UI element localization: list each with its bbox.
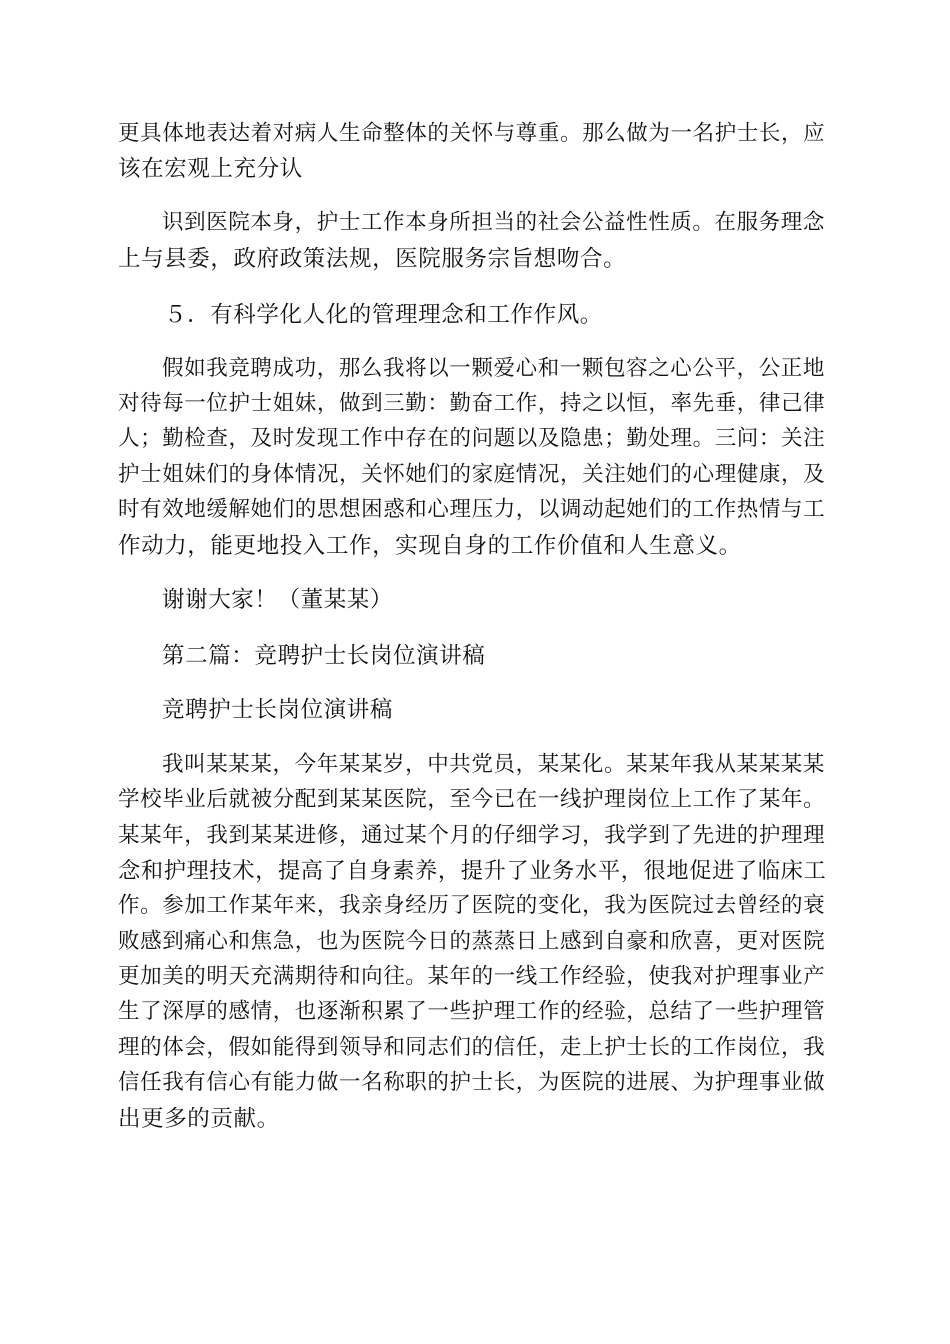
paragraph-line: 作。参加工作某年来，我亲身经历了医院的变化，我为医院过去曾经的衰: [118, 893, 826, 918]
paragraph-first-line: 谢谢大家！（董某某）: [162, 587, 394, 613]
paragraph-line: 上与县委，政府政策法规，医院服务宗旨想吻合。: [118, 246, 627, 272]
paragraph-first-line: 识到医院本身，护士工作本身所担当的社会公益性性质。在服务理念: [162, 210, 826, 235]
paragraph-line: 对待每一位护士姐妹，做到三勤：勤奋工作，持之以恒，率先垂，律己律: [118, 391, 826, 416]
paragraph-line: 念和护理技术，提高了自身素养，提升了业务水平，很地促进了临床工: [118, 858, 827, 884]
paragraph-first-line: 我叫某某某，今年某某岁，中共党员，某某化。某某年我从某某某某: [162, 752, 826, 777]
paragraph-line: 信任我有信心有能力做一名称职的护士长，为医院的进展、为护理事业做: [118, 1070, 826, 1095]
paragraph-first-line: 竞聘护士长岗位演讲稿: [162, 697, 394, 723]
paragraph-line: 理的体会，假如能得到领导和同志们的信任，走上护士长的工作岗位，我: [118, 1035, 826, 1060]
paragraph-first-line: ５．有科学化人化的管理理念和工作作风。: [164, 302, 603, 328]
paragraph-line: 生了深厚的感情，也逐渐积累了一些护理工作的经验，总结了一些护理管: [118, 999, 826, 1024]
paragraph-line: 作动力，能更地投入工作，实现自身的工作价值和人生意义。: [118, 533, 742, 559]
paragraph-first-line: 更具体地表达着对病人生命整体的关怀与尊重。那么做为一名护士长，应: [118, 121, 826, 146]
paragraph-line: 护士姐妹们的身体情况，关怀她们的家庭情况，关注她们的心理健康，及: [118, 462, 826, 487]
paragraph-first-line: 第二篇：竞聘护士长岗位演讲稿: [162, 643, 486, 669]
paragraph-line: 人；勤检查，及时发现工作中存在的问题以及隐患；勤处理。三问：关注: [118, 426, 826, 451]
paragraph-line: 时有效地缓解她们的思想困惑和心理压力，以调动起她们的工作热情与工: [118, 497, 826, 522]
paragraph-first-line: 假如我竞聘成功，那么我将以一颗爱心和一颗包容之心公平，公正地: [162, 356, 826, 381]
paragraph-line: 败感到痛心和焦急，也为医院今日的蒸蒸日上感到自豪和欣喜，更对医院: [118, 929, 826, 954]
paragraph-line: 某某年，我到某某进修，通过某个月的仔细学习，我学到了先进的护理理: [118, 823, 826, 848]
paragraph-line: 更加美的明天充满期待和向往。某年的一线工作经验，使我对护理事业产: [118, 964, 826, 989]
paragraph-line: 该在宏观上充分认: [118, 156, 303, 182]
paragraph-line: 学校毕业后就被分配到某某医院，至今已在一线护理岗位上工作了某年。: [118, 787, 826, 812]
paragraph-line: 出更多的贡献。: [118, 1106, 280, 1132]
